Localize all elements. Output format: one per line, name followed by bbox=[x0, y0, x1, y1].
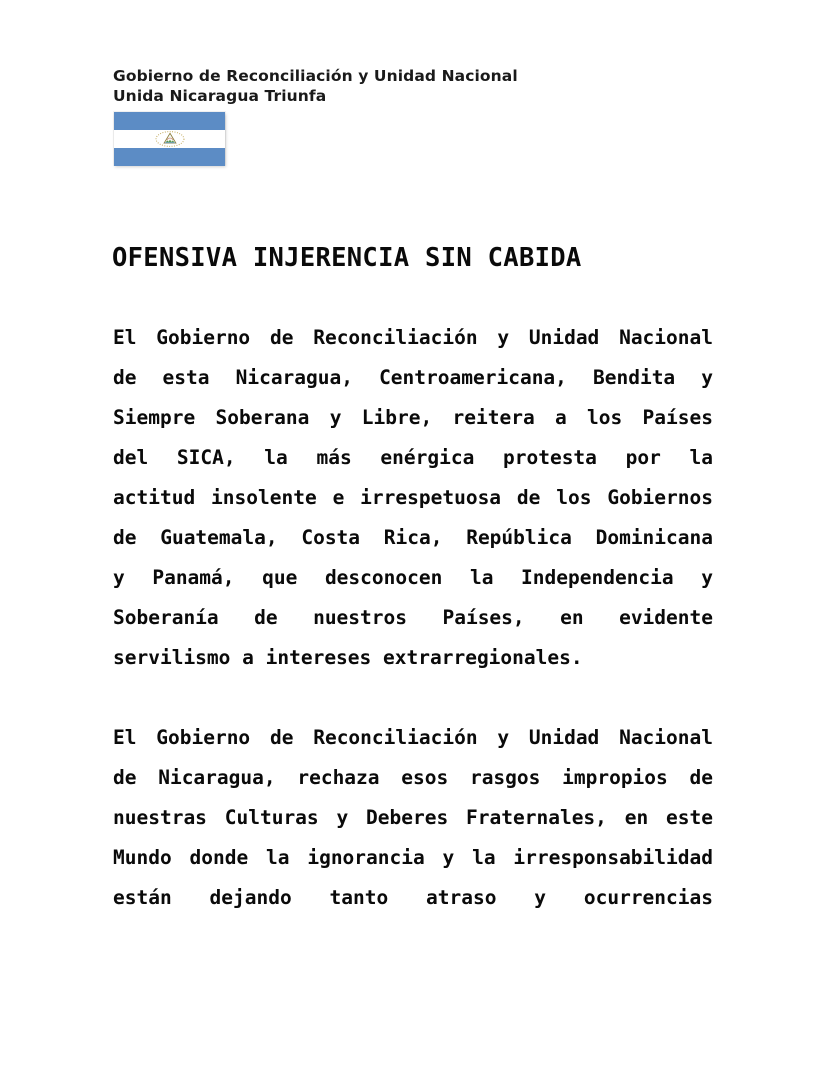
paragraph-line: Siempre Soberana y Libre, reitera a los Países bbox=[113, 406, 713, 429]
flag-emblem-icon bbox=[152, 130, 188, 148]
letterhead bbox=[113, 66, 518, 106]
paragraph-line: de Guatemala, Costa Rica, República Dominicana bbox=[113, 526, 713, 549]
letterhead-line1: Gobierno de Reconciliación y Unidad Nacional bbox=[113, 67, 518, 85]
flag-stripe-bottom bbox=[114, 148, 225, 166]
paragraph-line: servilismo a intereses extrarregionales. bbox=[113, 646, 583, 669]
paragraph-line: nuestras Culturas y Deberes Fraternales, en este bbox=[113, 806, 713, 829]
paragraph-2 bbox=[113, 718, 713, 918]
nicaragua-flag-icon bbox=[114, 112, 225, 165]
paragraph-line: y Panamá, que desconocen la Independencia y bbox=[113, 566, 713, 589]
paragraph-line: Soberanía de nuestros Países, en evidente bbox=[113, 606, 713, 629]
paragraph-1 bbox=[113, 318, 713, 678]
paragraph-line: de Nicaragua, rechaza esos rasgos impropios de bbox=[113, 766, 713, 789]
paragraph-line: El Gobierno de Reconciliación y Unidad Nacional bbox=[113, 726, 713, 749]
paragraph-line: actitud insolente e irrespetuosa de los Gobiernos bbox=[113, 486, 713, 509]
paragraph-line: del SICA, la más enérgica protesta por la bbox=[113, 446, 713, 469]
flag-stripe-middle bbox=[114, 130, 225, 148]
paragraph-line: Mundo donde la ignorancia y la irresponsabilidad bbox=[113, 846, 713, 869]
document-title: OFENSIVA INJERENCIA SIN CABIDA bbox=[112, 243, 582, 273]
paragraph-line: El Gobierno de Reconciliación y Unidad Nacional bbox=[113, 326, 713, 349]
paragraph-line: de esta Nicaragua, Centroamericana, Bendita y bbox=[113, 366, 713, 389]
flag-stripe-top bbox=[114, 112, 225, 130]
paragraph-line: están dejando tanto atraso y ocurrencias bbox=[113, 886, 713, 909]
letterhead-line2: Unida Nicaragua Triunfa bbox=[113, 87, 327, 105]
